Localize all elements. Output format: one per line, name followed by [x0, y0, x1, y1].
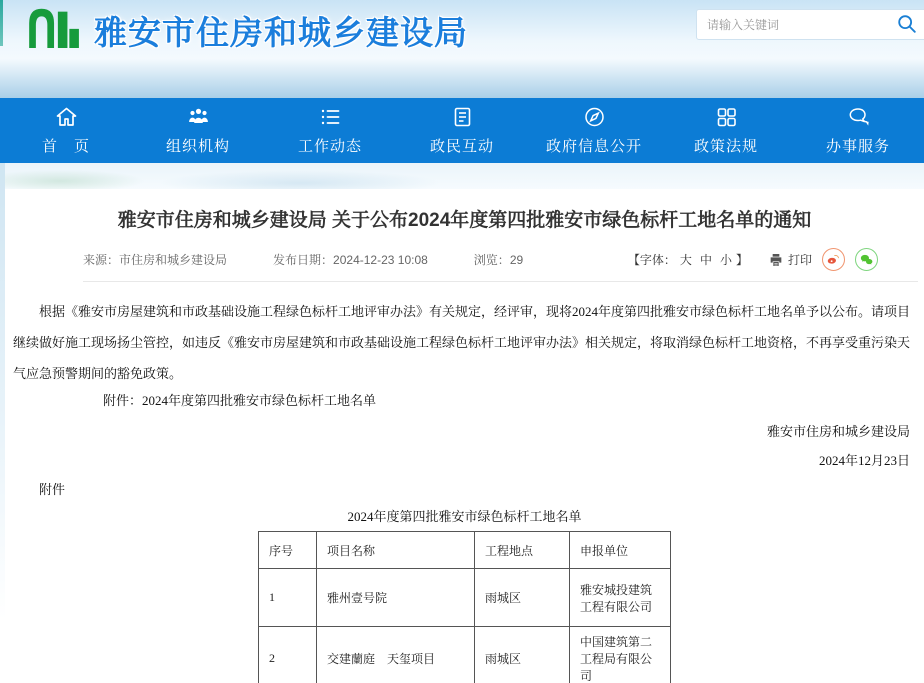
meta-views-label: 浏览： — [473, 253, 510, 267]
document-icon — [450, 105, 475, 129]
nav-item-label: 首 页 — [41, 138, 90, 155]
meta-views — [474, 251, 523, 268]
nav-item-label: 政策法规 — [693, 138, 758, 155]
nav-item-label: 工作动态 — [297, 138, 362, 155]
font-size-medium-button[interactable]: 中 — [699, 253, 712, 267]
cell-location: 雨城区 — [475, 627, 570, 683]
search-box — [696, 9, 924, 40]
attachment-line: 附件：2024年度第四批雅安市绿色标杆工地名单 — [103, 393, 377, 408]
green-sites-table — [258, 531, 671, 683]
printer-icon — [768, 252, 784, 268]
cell-index: 1 — [259, 569, 317, 627]
article-panel — [5, 189, 924, 682]
nav-item-gov-info-disclosure[interactable] — [528, 98, 660, 163]
site-title: 雅安市住房和城乡建设局 — [94, 14, 468, 51]
font-size-control — [628, 251, 748, 268]
background-banner — [0, 163, 924, 189]
cell-applicant: 雅安城投建筑工程有限公司 — [570, 569, 671, 627]
appendix-label: 附件 — [39, 482, 66, 497]
font-size-large-button[interactable]: 大 — [679, 253, 692, 267]
search-input[interactable] — [696, 9, 924, 40]
table-row — [259, 627, 671, 683]
nav-item-label: 政府信息公开 — [545, 138, 642, 155]
wechat-share-icon[interactable] — [855, 248, 878, 271]
table-caption: 2024年度第四批雅安市绿色标杆工地名单 — [347, 509, 582, 524]
meta-source-label: 来源： — [83, 253, 120, 267]
article-title: 雅安市住房和城乡建设局 关于公布2024年度第四批雅安市绿色标杆工地名单的通知 — [117, 210, 812, 231]
list-icon — [318, 105, 343, 129]
table-header-row — [259, 532, 671, 569]
nav-item-label: 组织机构 — [165, 138, 230, 155]
search-icon[interactable] — [896, 13, 918, 40]
weibo-share-icon[interactable] — [822, 248, 845, 271]
nav-item-public-interaction[interactable] — [396, 98, 528, 163]
col-header-index: 序号 — [259, 532, 317, 569]
meta-source-value: 市住房和城乡建设局 — [119, 253, 228, 267]
print-button[interactable] — [768, 251, 812, 268]
nav-item-policies[interactable] — [660, 98, 792, 163]
people-icon — [186, 105, 211, 129]
meta-tools — [628, 248, 878, 271]
cell-index: 2 — [259, 627, 317, 683]
col-header-location: 工程地点 — [475, 532, 570, 569]
font-control-suffix: 】 — [735, 253, 748, 267]
font-control-prefix: 【字体： — [627, 253, 676, 267]
article-meta — [83, 248, 918, 282]
print-label: 打印 — [787, 253, 812, 267]
nav-item-services[interactable] — [792, 98, 924, 163]
nav-item-label: 政民互动 — [429, 138, 494, 155]
home-icon — [54, 105, 79, 129]
col-header-applicant: 申报单位 — [570, 532, 671, 569]
nav-item-organization[interactable] — [132, 98, 264, 163]
chat-icon — [846, 105, 871, 129]
article-body: 根据《雅安市房屋建筑和市政基础设施工程绿色标杆工地评审办法》有关规定，经评审，现将2024年度第四批雅安市绿色标杆工地名单予以公布。请项目继续做好施工现场扬尘管控，如违反《雅安市房屋建筑和市政基础设施工程绿色标杆工地评审办法》相关规定，将取消绿色标杆工地资格，不再享受重污染天气应急预警期间的豁免政策。 — [13, 304, 911, 381]
meta-views-value: 29 — [509, 253, 524, 267]
meta-date-value: 2024-12-23 10:08 — [333, 253, 428, 267]
site-header — [0, 0, 924, 98]
meta-date-label: 发布日期： — [273, 253, 334, 267]
signer: 雅安市住房和城乡建设局 — [766, 424, 910, 439]
compass-icon — [582, 105, 607, 129]
nav-item-label: 办事服务 — [825, 138, 890, 155]
cell-location: 雨城区 — [475, 569, 570, 627]
nav-item-work-news[interactable] — [264, 98, 396, 163]
table-row — [259, 569, 671, 627]
cell-applicant: 中国建筑第二工程局有限公司 — [570, 627, 671, 683]
cell-project: 雅州壹号院 — [317, 569, 475, 627]
main-nav — [0, 98, 924, 163]
corner-decoration — [0, 0, 3, 46]
font-size-small-button[interactable]: 小 — [719, 253, 732, 267]
bureau-logo-icon — [26, 4, 84, 53]
meta-source — [83, 251, 227, 268]
grid-icon — [714, 105, 739, 129]
col-header-project: 项目名称 — [317, 532, 475, 569]
meta-publish-date — [273, 251, 428, 268]
signature-block — [5, 421, 924, 469]
nav-item-home[interactable] — [0, 98, 132, 163]
sign-date: 2024年12月23日 — [818, 453, 910, 468]
cell-project: 交建蘭庭 天玺项目 — [317, 627, 475, 683]
